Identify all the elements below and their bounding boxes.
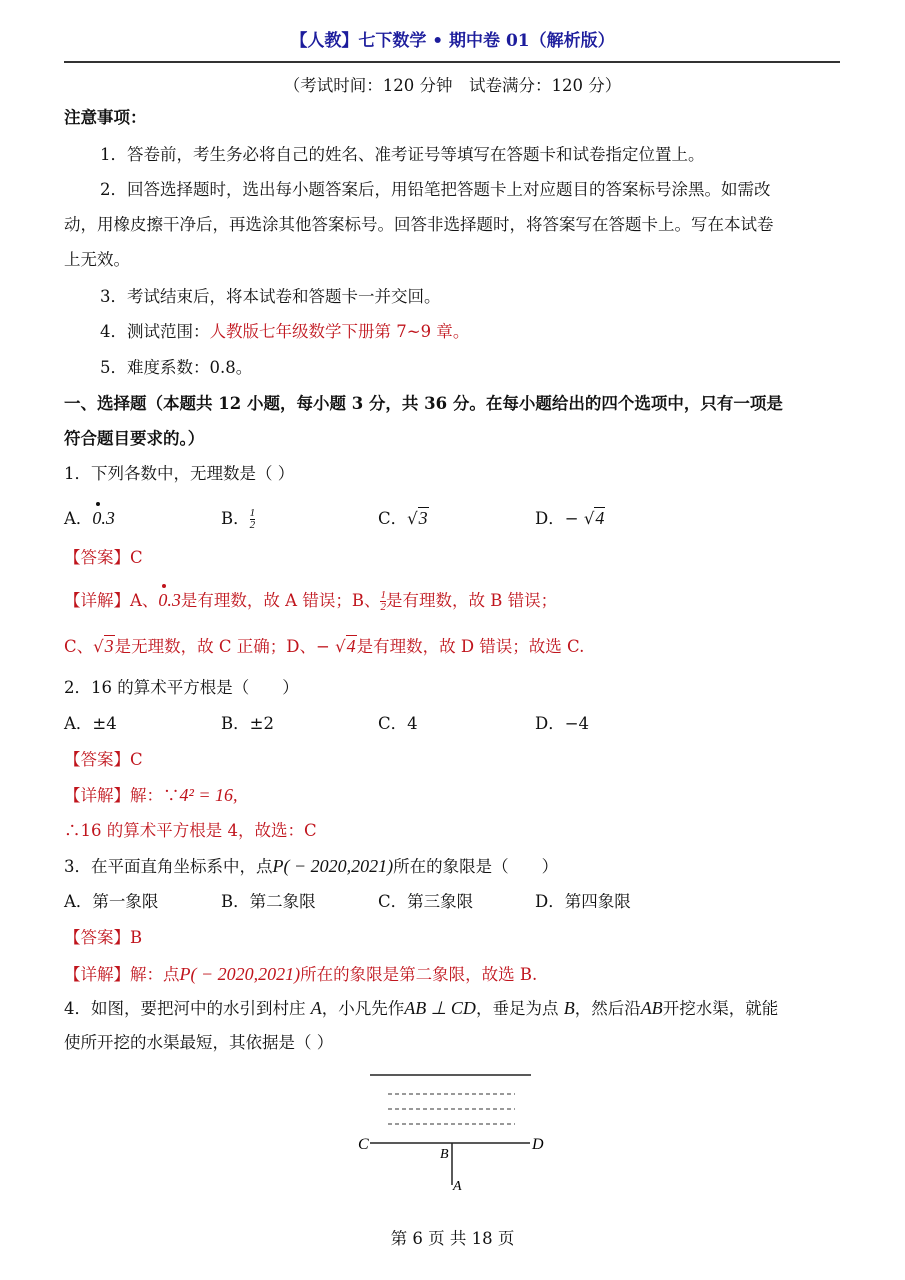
q1-option-a: [64, 507, 221, 530]
label-c: C: [358, 1136, 369, 1153]
detail-label: 【详解】: [64, 591, 130, 610]
math-var: AB: [640, 998, 663, 1018]
q2-answer: 【答案】C: [64, 750, 143, 769]
q3-stem: [64, 855, 558, 878]
q3-options: [64, 891, 692, 913]
fraction: [250, 508, 256, 531]
q2-stem: 2．16 的算术平方根是（ ）: [64, 678, 299, 697]
header-divider: [64, 61, 840, 63]
notes-heading: 注意事项：: [64, 108, 147, 127]
q2-option-c: C．4: [378, 714, 418, 733]
detail-text: 是有理数，故 A 错误；B、: [180, 591, 381, 610]
stem-text: 开挖水渠，就能: [662, 999, 779, 1018]
option-label: B．: [221, 509, 250, 528]
q3-option-c: C．第三象限: [378, 892, 474, 911]
q2-option-b: B．±2: [221, 714, 274, 733]
page-title: 【人教】七下数学 • 期中卷 01（解析版）: [290, 31, 615, 51]
denominator: 2: [249, 519, 256, 531]
radicand: 4: [346, 636, 356, 656]
detail-text: A、: [130, 591, 159, 610]
label-b: B: [440, 1147, 449, 1162]
q1-answer: 【答案】C: [64, 548, 143, 567]
minus-sign: −: [564, 509, 584, 528]
detail-text: 是有理数，故 D 错误；故选 C.: [356, 637, 585, 656]
numerator: 1: [380, 589, 386, 601]
test-scope: 人教版七年级数学下册第 7~9 章: [209, 322, 453, 341]
detail-text: 所在的象限是第二象限，故选 B.: [300, 965, 538, 984]
repeating-decimal: 0.3: [158, 590, 181, 610]
q1-detail: [64, 589, 557, 613]
detail-text: 解：点: [130, 965, 180, 984]
detail-label: 【详解】: [64, 965, 130, 984]
q1-options: [64, 507, 692, 531]
q3-option-a: A．第一象限: [64, 892, 159, 911]
q2-detail-cont: ∴16 的算术平方根是 4，故选：C: [64, 821, 317, 840]
q2-options: [64, 713, 692, 735]
detail-label: 【详解】: [64, 786, 130, 805]
detail-text: 解：∵: [130, 786, 180, 805]
stem-text: ，小凡先作: [321, 999, 405, 1018]
river-figure: [340, 1060, 580, 1200]
denominator: 2: [380, 601, 386, 613]
note-1: 1．答卷前，考生务必将自己的姓名、准考证号等填写在答题卡和试卷指定位置上。: [100, 145, 705, 164]
math-var: B: [563, 998, 575, 1018]
note-2: 2．回答选择题时，选出每小题答案后，用铅笔把答题卡上对应题目的答案标号涂黑。如需改: [100, 180, 771, 199]
stem-text: 4．如图，要把河中的水引到村庄: [64, 999, 311, 1018]
option-label: D．: [535, 509, 565, 528]
repeating-decimal: 0.3: [92, 508, 115, 528]
q3-option-b: B．第二象限: [221, 892, 316, 911]
note-4-end: 。: [452, 322, 470, 341]
exam-info: （考试时间：120 分钟 试卷满分：120 分）: [283, 76, 622, 95]
q1-option-c: C．√3: [378, 508, 428, 528]
q3-option-d: D．第四象限: [535, 892, 631, 911]
q1-stem: 1．下列各数中，无理数是（ ）: [64, 464, 295, 483]
stem-text: 所在的象限是（ ）: [393, 857, 559, 876]
q1-detail-cont: C、√3是无理数，故 C 正确；D、− √4是有理数，故 D 错误；故选 C.: [64, 636, 585, 656]
q2-option-a: A．±4: [64, 714, 117, 733]
point-p: P( − 2020,2021): [272, 856, 394, 876]
river-water: [388, 1094, 515, 1124]
q3-detail: [64, 963, 537, 986]
radicand: 3: [104, 636, 114, 656]
section-heading-cont: 符合题目要求的。）: [64, 429, 205, 448]
section-heading: 一、选择题（本题共 12 小题，每小题 3 分，共 36 分。在每小题给出的四个选项中，只有一项是: [64, 394, 783, 413]
stem-text: ，然后沿: [574, 999, 641, 1018]
minus-sign: −: [315, 637, 336, 656]
page-number: 第 6 页 共 18 页: [390, 1229, 515, 1248]
q4-stem: [64, 997, 778, 1020]
radicand: 4: [595, 508, 605, 528]
q3-answer: 【答案】B: [64, 928, 143, 947]
note-2-end: 上无效。: [64, 250, 130, 269]
numerator: 1: [249, 507, 256, 519]
detail-text: 是有理数，故 B 错误；: [385, 591, 558, 610]
note-4-label: 4．测试范围：: [100, 322, 210, 341]
q1-option-b: [221, 508, 378, 531]
note-3: 3．考试结束后，将本试卷和答题卡一并交回。: [100, 287, 441, 306]
note-5: 5．难度系数：0.8。: [100, 358, 253, 377]
point-p: P( − 2020,2021): [179, 964, 301, 984]
detail-text: C、: [64, 637, 94, 656]
radicand: 3: [418, 508, 428, 528]
option-label: A．: [64, 509, 93, 528]
detail-text: 是无理数，故 C 正确；D、: [114, 637, 316, 656]
option-label: C．: [378, 509, 408, 528]
note-2-cont: 动，用橡皮擦干净后，再选涂其他答案标号。回答非选择题时，将答案写在答题卡上。写在本试卷: [64, 215, 774, 234]
q2-option-d: D．−4: [535, 714, 590, 733]
q4-stem-cont: 使所开挖的水渠最短，其依据是（ ）: [64, 1033, 334, 1052]
label-d: D: [532, 1136, 544, 1153]
math-var: A: [310, 998, 322, 1018]
math-expression: 4² = 16,: [179, 785, 238, 805]
q2-detail: [64, 784, 238, 807]
math-expression: AB ⊥ CD: [404, 998, 476, 1018]
q1-option-d: D．− √4: [535, 508, 605, 528]
label-a: A: [453, 1179, 462, 1194]
stem-text: 3．在平面直角坐标系中，点: [64, 857, 273, 876]
note-4: [100, 321, 469, 343]
stem-text: ，垂足为点: [475, 999, 564, 1018]
